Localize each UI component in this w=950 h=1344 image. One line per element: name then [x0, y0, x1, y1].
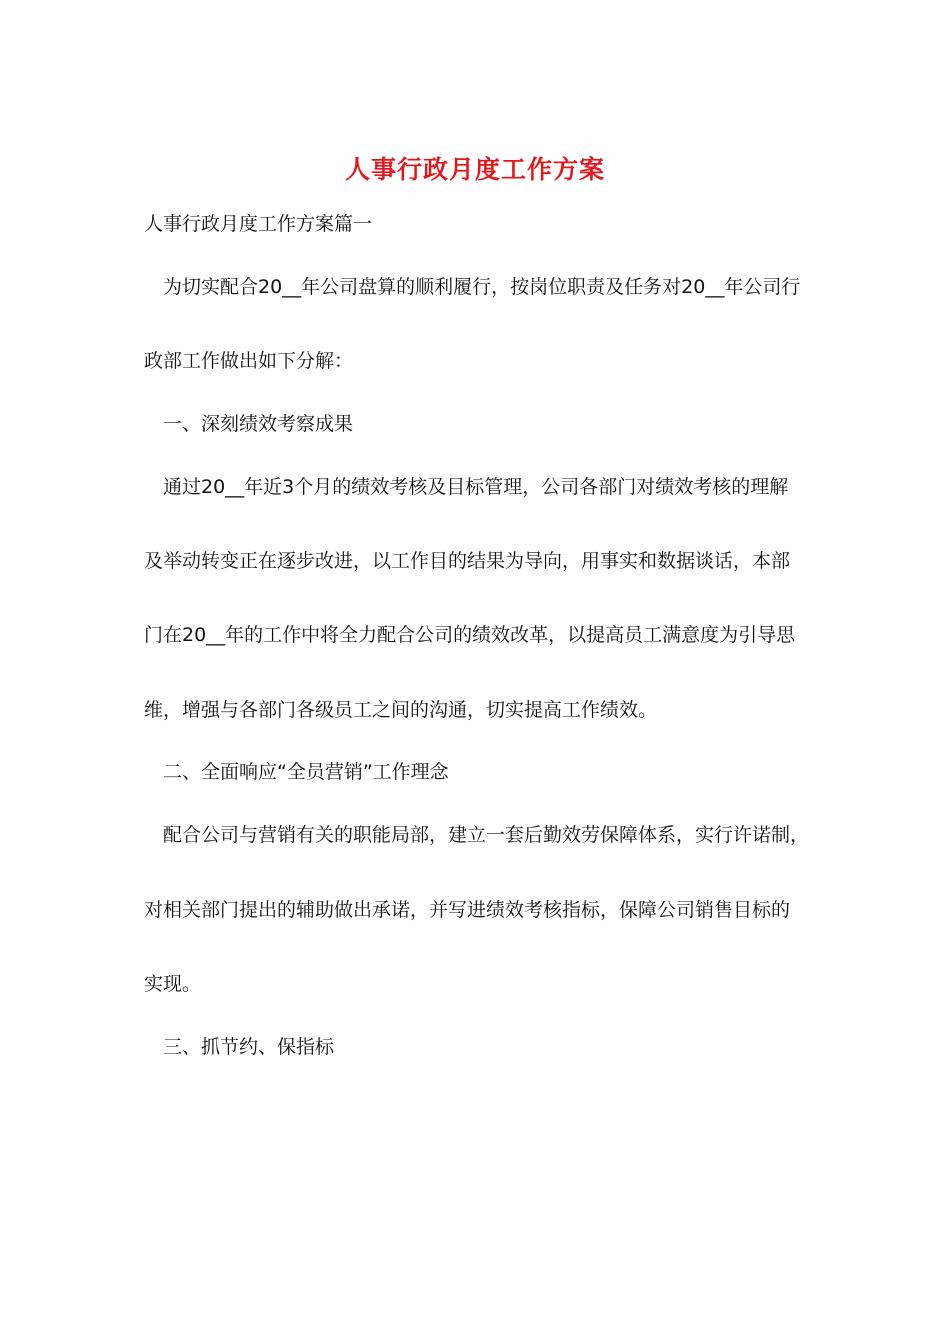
paragraph-line: 维，增强与各部门各级员工之间的沟通，切实提高工作绩效。: [144, 699, 658, 721]
document-title: 人事行政月度工作方案: [344, 155, 605, 184]
paragraph-line: 为切实配合20__年公司盘算的顺利履行，按岗位职责及任务对20__年公司行: [163, 276, 801, 298]
paragraph-line: 政部工作做出如下分解：: [144, 350, 354, 372]
paragraph-line: 通过20__年近3个月的绩效考核及目标管理，公司各部门对绩效考核的理解: [163, 476, 789, 498]
paragraph-line: 及举动转变正在逐步改进，以工作目的结果为导向，用事实和数据谈话，本部: [144, 550, 791, 572]
paragraph-line: 门在20__年的工作中将全力配合公司的绩效改革，以提高员工满意度为引导思: [144, 624, 796, 646]
paragraph-line: 对相关部门提出的辅助做出承诺，并写进绩效考核指标，保障公司销售目标的: [144, 899, 791, 921]
section-heading: 三、抓节约、保指标: [163, 1036, 335, 1058]
paragraph-line: 配合公司与营销有关的职能局部，建立一套后勤效劳保障体系，实行许诺制，: [163, 824, 810, 846]
paragraph-line: 实现。: [144, 973, 202, 995]
section-heading: 二、全面响应“全员营销”工作理念: [163, 761, 449, 783]
section-heading: 一、深刻绩效考察成果: [163, 413, 354, 435]
section-heading: 人事行政月度工作方案篇一: [144, 213, 373, 235]
